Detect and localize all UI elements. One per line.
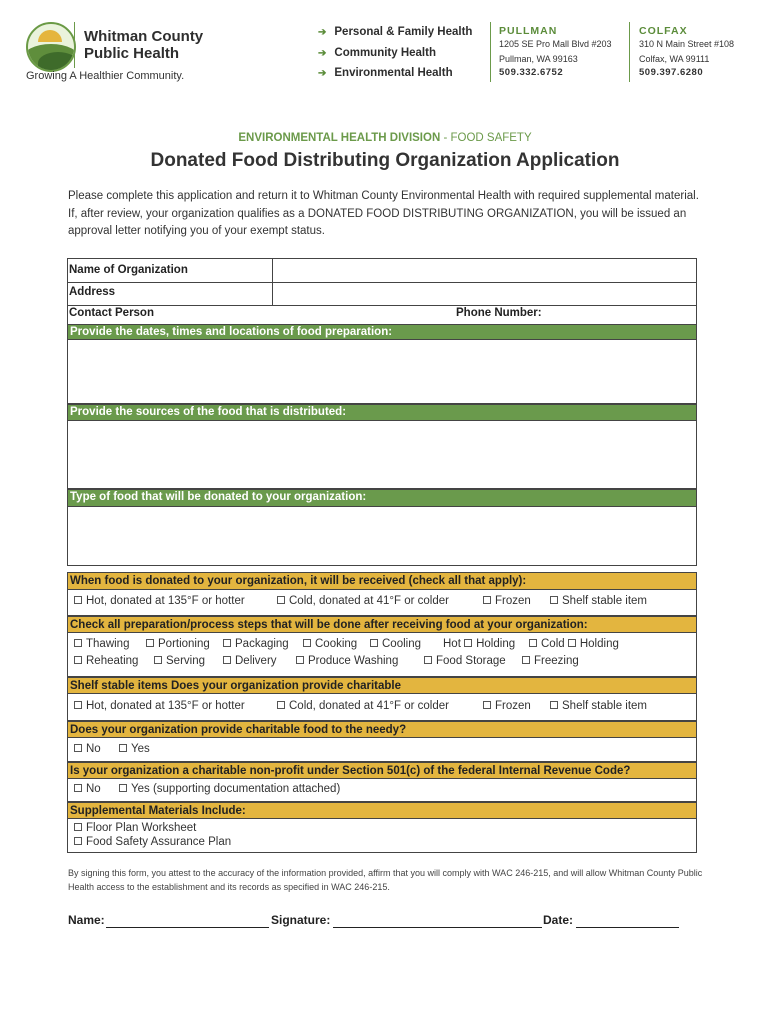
intro-paragraph: Please complete this application and return it to Whitman County Environmental Health with required supplemental material. If, after review, your organization qualifies as a DONATED FOOD DISTRIBUTING ORGANIZATION, you will be issued an approval letter notifying you of your exempt status.: [68, 190, 699, 237]
checkbox-icon: [370, 639, 378, 647]
checkbox-icon: [550, 596, 558, 604]
page-title: Donated Food Distributing Organization Application: [150, 150, 620, 171]
step-thawing-checkbox[interactable]: Thawing: [74, 638, 129, 650]
sources-section-header: Provide the sources of the food that is distributed:: [67, 404, 697, 421]
nonprofit-no-checkbox[interactable]: No: [74, 783, 101, 795]
checkbox-icon: [74, 656, 82, 664]
checkbox-icon: [550, 701, 558, 709]
name-of-organization-field[interactable]: [274, 260, 695, 281]
checkbox-icon: [223, 656, 231, 664]
address-field[interactable]: [274, 284, 695, 304]
needy-section-header: Does your organization provide charitable food to the needy?: [67, 721, 697, 738]
step-cold-holding-checkbox[interactable]: Cold Holding: [529, 638, 619, 650]
prep-section-header: Provide the dates, times and locations of food preparation:: [67, 324, 697, 340]
signature-field[interactable]: [333, 927, 542, 928]
checkbox-icon: [568, 639, 576, 647]
nonprofit-section-header: Is your organization a charitable non-profit under Section 501(c) of the federal Internal Revenue Code?: [67, 762, 697, 779]
service-personal-family-health[interactable]: ➔ Personal & Family Health: [318, 26, 473, 38]
org-name: Whitman County Public Health: [84, 28, 204, 62]
logo-divider: [74, 22, 75, 68]
checkbox-icon: [119, 784, 127, 792]
step-produce-washing-checkbox[interactable]: Produce Washing: [296, 655, 398, 667]
attestation-text: By signing this form, you attest to the accuracy of the information provided, affirm that you will comply with WAC 246-215, and will allow Whitman County Public Health access to the establishment and its records as specified in WAC 246-215.: [68, 868, 703, 892]
checkbox-icon: [74, 701, 82, 709]
needy-options-row: [67, 737, 697, 762]
checkbox-icon: [277, 596, 285, 604]
checkbox-icon: [146, 639, 154, 647]
service-community-health[interactable]: ➔ Community Health: [318, 47, 436, 59]
signature-label: Signature:: [271, 913, 331, 927]
step-cooling-checkbox[interactable]: Cooling: [370, 638, 421, 650]
name-label: Name:: [68, 913, 105, 927]
checkbox-icon: [223, 639, 231, 647]
checkbox-icon: [522, 656, 530, 664]
checkbox-icon: [277, 701, 285, 709]
prep-text-area[interactable]: [67, 339, 697, 404]
address-label: Address: [69, 286, 116, 298]
food-type-text-area[interactable]: [67, 506, 697, 566]
checkbox-icon: [483, 596, 491, 604]
needy-yes-checkbox[interactable]: Yes: [119, 743, 150, 755]
step-food-storage-checkbox[interactable]: Food Storage: [424, 655, 506, 667]
checkbox-icon: [154, 656, 162, 664]
shelf-stable-section-header: Shelf stable items Does your organization provide charitable: [67, 677, 697, 694]
step-freezing-checkbox[interactable]: Freezing: [522, 655, 579, 667]
step-portioning-checkbox[interactable]: Portioning: [146, 638, 210, 650]
arrow-icon: ➔: [318, 48, 327, 59]
steps-section-header: Check all preparation/process steps that will be done after receiving food at your organization:: [67, 616, 697, 633]
contact-person-field[interactable]: [274, 306, 454, 324]
arrow-icon: ➔: [318, 27, 327, 38]
office-divider-2: [629, 22, 630, 82]
supp-food-safety-plan-checkbox[interactable]: Food Safety Assurance Plan: [74, 836, 231, 848]
step-cooking-checkbox[interactable]: Cooking: [303, 638, 357, 650]
phone-number-label: Phone Number:: [456, 307, 542, 319]
checkbox-icon: [483, 701, 491, 709]
step-hot-holding-checkbox[interactable]: Hot Holding: [443, 638, 516, 650]
step-serving-checkbox[interactable]: Serving: [154, 655, 205, 667]
received-hot-checkbox[interactable]: Hot, donated at 135°F or hotter: [74, 595, 245, 607]
tagline: Growing A Healthier Community.: [26, 70, 185, 82]
office-pullman: PULLMAN 1205 SE Pro Mall Blvd #203 Pullman, WA 99163 509.332.6752: [499, 25, 612, 78]
checkbox-icon: [303, 639, 311, 647]
nonprofit-yes-checkbox[interactable]: Yes (supporting documentation attached): [119, 783, 340, 795]
division-heading: ENVIRONMENTAL HEALTH DIVISION - FOOD SAFETY: [238, 132, 532, 144]
checkbox-icon: [74, 596, 82, 604]
shelf-shelf-stable-checkbox[interactable]: Shelf stable item: [550, 700, 647, 712]
checkbox-icon: [424, 656, 432, 664]
checkbox-icon: [296, 656, 304, 664]
date-label: Date:: [543, 913, 574, 927]
name-of-organization-label: Name of Organization: [69, 264, 188, 276]
checkbox-icon: [74, 744, 82, 752]
office-colfax: COLFAX 310 N Main Street #108 Colfax, WA 99111 509.397.6280: [639, 25, 735, 78]
arrow-icon: ➔: [318, 68, 327, 79]
checkbox-icon: [74, 784, 82, 792]
supp-floor-plan-checkbox[interactable]: Floor Plan Worksheet: [74, 822, 196, 834]
checkbox-icon: [74, 823, 82, 831]
checkbox-icon: [74, 639, 82, 647]
sources-text-area[interactable]: [67, 420, 697, 489]
received-shelf-stable-checkbox[interactable]: Shelf stable item: [550, 595, 647, 607]
shelf-hot-checkbox[interactable]: Hot, donated at 135°F or hotter: [74, 700, 245, 712]
checkbox-icon: [119, 744, 127, 752]
date-field[interactable]: [576, 927, 679, 928]
shelf-frozen-checkbox[interactable]: Frozen: [483, 700, 531, 712]
received-frozen-checkbox[interactable]: Frozen: [483, 595, 531, 607]
service-environmental-health[interactable]: ➔ Environmental Health: [318, 67, 453, 79]
checkbox-icon: [464, 639, 472, 647]
checkbox-icon: [529, 639, 537, 647]
contact-person-label: Contact Person: [69, 307, 154, 319]
received-cold-checkbox[interactable]: Cold, donated at 41°F or colder: [277, 595, 449, 607]
phone-number-field[interactable]: [552, 306, 695, 324]
step-packaging-checkbox[interactable]: Packaging: [223, 638, 289, 650]
step-reheating-checkbox[interactable]: Reheating: [74, 655, 138, 667]
name-field[interactable]: [106, 927, 269, 928]
needy-no-checkbox[interactable]: No: [74, 743, 101, 755]
checkbox-icon: [74, 837, 82, 845]
step-delivery-checkbox[interactable]: Delivery: [223, 655, 277, 667]
county-logo: [26, 22, 76, 72]
shelf-cold-checkbox[interactable]: Cold, donated at 41°F or colder: [277, 700, 449, 712]
food-type-section-header: Type of food that will be donated to your organization:: [67, 489, 697, 507]
office-divider: [490, 22, 491, 82]
supplemental-section-header: Supplemental Materials Include:: [67, 802, 697, 819]
received-section-header: When food is donated to your organization, it will be received (check all that apply):: [67, 572, 697, 590]
